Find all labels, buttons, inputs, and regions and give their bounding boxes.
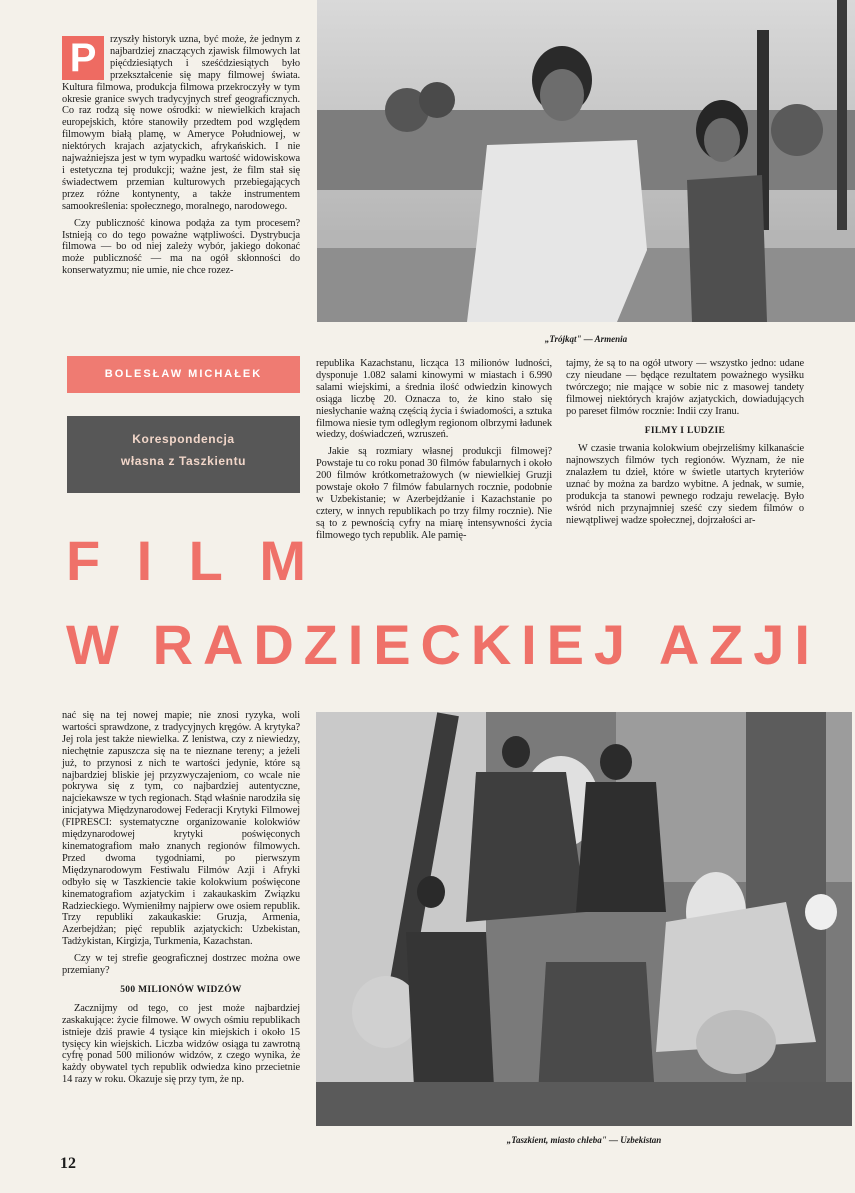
headline-letter: D	[253, 613, 294, 676]
right-column	[566, 358, 804, 532]
correspondence-line-2: własna z Taszkientu	[120, 454, 247, 468]
headline-letter: K	[470, 613, 512, 676]
bottom-paragraph-3: Zacznijmy od tego, co jest może najbardziej zaskakujące: życie filmowe. W owych ośmiu republikach istnieje dziś prawie 4 tysiące kin miejskich i około 15 tysięcy kin wiejskich. Liczba widzów osiąga tu zawrotną cyfrę ponad 500 milionów widzów, z czego wynika, że każdy obywatel tych republik odwiedza kino przecietnie 14 razy w roku. Okazuje się przy tym, że np.	[62, 1002, 300, 1086]
intro-paragraph-1: P rzyszły historyk uzna, być może, że jednym z najbardziej znaczących zjawisk filmowych lat pięćdziesiątych i sześćdziesiątych było przekształcenie się mapy filmowej świata. Kultura filmowa, produkcja filmowa przekroczyły w tym okresie granice swych tradycyjnych stref geograficznych. Co raz rodzą się nowe ośrodki: w niewielkich krajach europejskich, które stanowiły przedtem pod względem filmowym białą plamę, w Ameryce Południowej, w niektórych krajach azjatyckich, afrykańskich. I nie najważniejsza jest w tym wypadku wartość widowiskowa i estetyczna tej produkcji; ważne jest, że film stał się świadectwem przemian kulturowych przebiegających przez różne kontynenty, a także instrumentem samookreślenia: społecznego, moralnego, narodowego.	[62, 34, 300, 212]
headline-letter: I	[521, 613, 537, 676]
author-box	[67, 356, 300, 393]
headline-letter: I	[347, 613, 364, 676]
headline-letter: F	[66, 529, 101, 592]
headline-letter: A	[658, 613, 700, 676]
photo-taszkient-image	[316, 712, 852, 1126]
photo-trojkat-image	[317, 0, 855, 322]
author-name: BOLESŁAW MICHAŁEK	[104, 368, 263, 380]
correspondence-line-1: Korespondencja	[132, 432, 235, 446]
intro-column	[62, 34, 300, 282]
caption-trojkat: „Trójkąt" — Armenia	[544, 334, 628, 344]
caption-taszkient: „Taszkient, miasto chleba" — Uzbekistan	[506, 1135, 662, 1145]
headline-letter: L	[188, 529, 223, 592]
middle-paragraph-1: republika Kazachstanu, licząca 13 milionów ludności, dysponuje 1.082 salami kinowymi w miastach i 6.990 salami wiejskimi, a średnia ilość odwiedzin kinowych osiąga liczbę 20. Oznacza to, że kino stało się niesłychanie ważną częścią życia i świadomości, a sztuka filmowa niesie tym odległym regionom olbrzymi ładunek wiedzy, doświadczeń, wzruszeń.	[316, 358, 552, 441]
subhead-filmy-i-ludzie: FILMY I LUDZIE	[644, 425, 726, 436]
subhead-500-milionow: 500 MILIONÓW WIDZÓW	[120, 984, 242, 995]
drop-cap: P	[62, 36, 104, 80]
right-paragraph-2: W czasie trwania kolokwium obejrzeliśmy kilkanaście najnowszych filmów tych regionów. Wyznam, że nie znalazłem tu dzieł, które w świetle utartych kryteriów uznać by można za bardzo wybitne. A jednak, w sumie, produkcja ta stanowi pewnego rodzaju rewelację. Było wśród nich przynajmniej sześć czy siedem filmów o niewątpliwej wadze społecznej, dojrzałości ar-	[566, 443, 804, 526]
photo-trojkat	[317, 0, 855, 322]
photo-taszkient	[316, 712, 852, 1126]
headline-letter: A	[202, 613, 244, 676]
headline-letter: J	[593, 613, 626, 676]
bottom-left-column	[62, 710, 300, 1091]
headline-letter: E	[546, 613, 584, 676]
intro-paragraph-2: Czy publiczność kinowa podąża za tym procesem? Istnieją co do tego poważne wątpliwości. Dystrybucja filmowa — bo od niej zależy wybór, jakiego dokonać może publiczność — ma na ogół skłonności do konserwatyzmu; nie umie, nie chce rozez-	[62, 217, 300, 277]
headline-letter: J	[753, 613, 785, 676]
headline-line-1	[66, 530, 306, 592]
middle-column	[316, 358, 552, 547]
middle-paragraph-2: Jakie są rozmiary własnej produkcji filmowej? Powstaje tu co roku ponad 30 filmów fabularnych i około 200 filmów krótkometrażowych (w niewielkiej Gruzji powstaje około 7 filmów fabularnych rocznie, podobnie w Uzbekistanie; w Azerbejdżanie i Kazachstanie po cztery, w innych republikach po trzy filmy rocznie). Nie są to z pewnością cyfry na miarę intensywności życia filmowego tych republik. Ale pamię-	[316, 446, 552, 541]
headline-letter: I	[136, 529, 153, 592]
correspondence-box	[67, 416, 300, 493]
headline-letter: R	[152, 613, 194, 676]
headline-letter: E	[373, 613, 411, 676]
headline-letter: Z	[709, 613, 744, 676]
headline-letter: M	[259, 529, 306, 592]
bottom-paragraph-2: Czy w tej strefie geograficznej dostrzec można owe przemiany?	[62, 953, 300, 977]
headline-letter: W	[66, 613, 119, 676]
page-number: 12	[60, 1155, 76, 1172]
headline-letter: C	[420, 613, 461, 676]
bottom-paragraph-1: nać się na tej nowej mapie; nie znosi ryzyka, woli wartości sprawdzone, z tradycyjnych kręgów. A krytyka? Jej rola jest także niewielka. Z lenistwa, czy z niewiedzy, niechętnie zapuszcza się na te nieznane tereny; a jeżeli już, to przynosi z nich te wartości jedynie, które są najbardziej bliskie jej przyzwyczajeniom, co wcale nie pokrywa się z tym, co najbardziej autentyczne, najciekawsze w tych regionach. Stąd właśnie narodziła się inicjatywa Międzynarodowej Federacji Krytyki Filmowej (FIPRESCI: systematyczne organizowanie kolokwiów międzynarodowej krytyki poświęconych kinematografiom mało znanych regionów filmowych. Przed dwoma tygodniami, po pierwszym Międzynarodowym Festiwalu Filmów Azji i Afryki odbyło się w Taszkiencie takie kolokwium poświęcone kinematografiom azjatyckim i zakaukaskim Związku Radzieckiego. Wymieniłmy najpierw owe osiem republik. Trzy republiki zakaukaskie: Gruzja, Armenia, Azerbejdżan; pięć republik azjatyckich: Uzbekistan, Tadżykistan, Kirgizja, Turkmenia, Kazachstan.	[62, 710, 300, 948]
headline-letter: Z	[303, 613, 338, 676]
headline-letter: I	[794, 613, 810, 676]
right-paragraph-1: tajmy, że są to na ogół utwory — wszystko jedno: udane czy nieudane — będące rezultatem poważnego wysiłku twórczego; nie mające w sobie nic z masowej tandety filmowej niektórych krajów azjatyckich, dowiadujących po pareset filmów rocznie: Indii czy Iranu.	[566, 358, 804, 417]
headline-line-2	[66, 614, 810, 676]
